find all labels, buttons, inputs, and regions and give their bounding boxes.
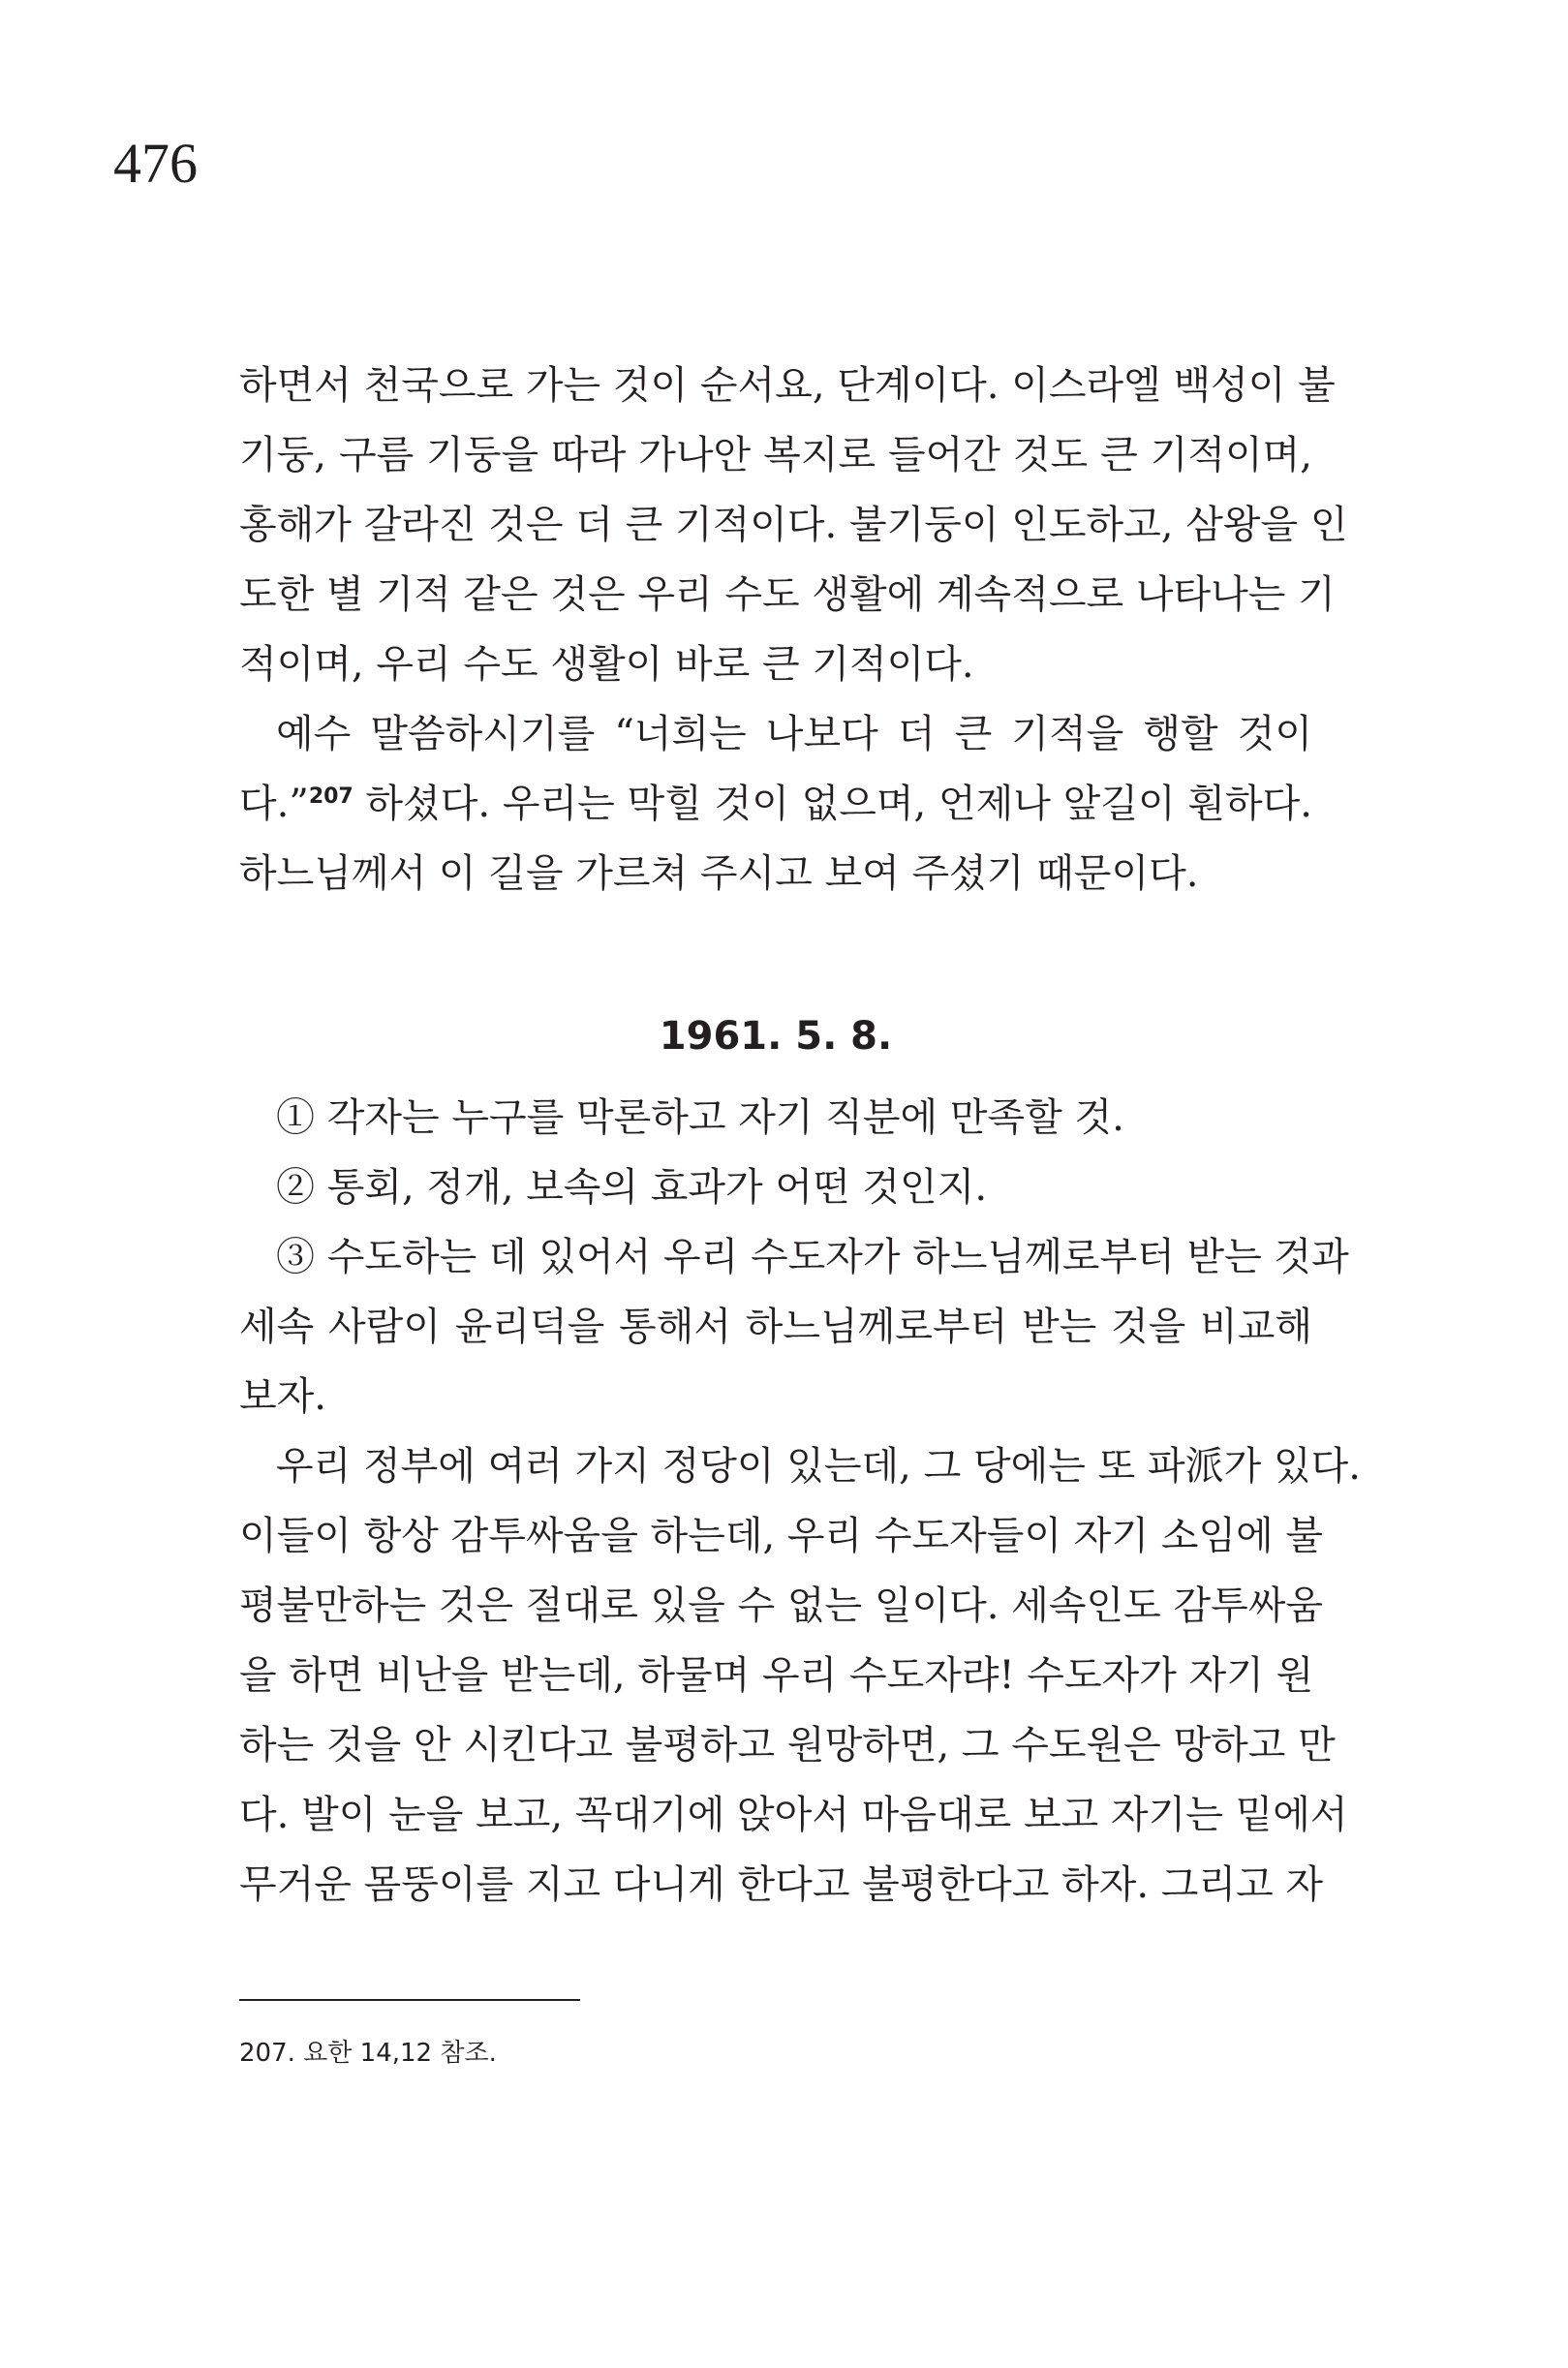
text-line: 보자.: [239, 1374, 326, 1419]
footnote-reference: 207: [308, 784, 354, 809]
section-date-heading: 1961. 5. 8.: [659, 1014, 893, 1059]
text-segment: 하셨다. 우리는 막힐 것이 없으며, 언제나 앞길이 훤하다.: [353, 782, 1312, 826]
text-line: ① 각자는 누구를 막론하고 자기 직분에 만족할 것.: [276, 1095, 1124, 1140]
paragraph: [239, 351, 1348, 699]
text-line: 우리 정부에 여러 가지 정당이 있는데, 그 당에는 또 파派가 있다.: [276, 1444, 1361, 1489]
text-line: 세속 사람이 윤리덕을 통해서 하느님께로부터 받는 것을 비교해: [239, 1305, 1312, 1349]
text-line: 적이며, 우리 수도 생활이 바로 큰 기적이다.: [239, 642, 974, 687]
text-line: 하느님께서 이 길을 가르쳐 주시고 보여 주셨기 때문이다.: [239, 851, 1199, 896]
numbered-item: [239, 1153, 1312, 1222]
text-line-with-footnote-ref: [239, 769, 1312, 839]
text-line: 기둥, 구름 기둥을 따라 가나안 복지로 들어간 것도 큰 기적이며,: [239, 433, 1312, 477]
text-line: 을 하면 비난을 받는데, 하물며 우리 수도자랴! 수도자가 자기 원: [239, 1653, 1314, 1698]
page-number: 476: [113, 132, 198, 195]
text-line: ③ 수도하는 데 있어서 우리 수도자가 하느님께로부터 받는 것과: [276, 1235, 1349, 1279]
footnote-divider: [239, 1999, 580, 2001]
text-line: 하면서 천국으로 가는 것이 순서요, 단계이다. 이스라엘 백성이 불: [239, 363, 1336, 408]
text-line: 다. 발이 눈을 보고, 꼭대기에 앉아서 마음대로 보고 자기는 밑에서: [239, 1793, 1348, 1837]
paragraph: [239, 699, 1312, 908]
footnote: 207. 요한 14,12 참조.: [239, 2039, 497, 2068]
text-segment: 다.”: [239, 782, 309, 826]
text-line: 하는 것을 안 시킨다고 불평하고 원망하면, 그 수도원은 망하고 만: [239, 1723, 1336, 1768]
text-line: ② 통회, 정개, 보속의 효과가 어떤 것인지.: [276, 1165, 988, 1210]
paragraph: [239, 1431, 1361, 1920]
numbered-item: [239, 1083, 1312, 1153]
body-text-bottom: [239, 1083, 1361, 1920]
body-text-top: [239, 351, 1348, 908]
text-line: 도한 별 기적 같은 것은 우리 수도 생활에 계속적으로 나타나는 기: [239, 572, 1336, 617]
text-line: 홍해가 갈라진 것은 더 큰 기적이다. 불기둥이 인도하고, 삼왕을 인: [239, 503, 1348, 547]
text-line: 이들이 항상 감투싸움을 하는데, 우리 수도자들이 자기 소임에 불: [239, 1514, 1324, 1558]
text-line: 평불만하는 것은 절대로 있을 수 없는 일이다. 세속인도 감투싸움: [239, 1584, 1324, 1628]
text-line: 예수 말씀하시기를 “너희는 나보다 더 큰 기적을 행할 것이: [276, 712, 1312, 756]
numbered-item: [239, 1222, 1349, 1431]
text-line: 무거운 몸뚱이를 지고 다니게 한다고 불평한다고 하자. 그리고 자: [239, 1862, 1324, 1907]
